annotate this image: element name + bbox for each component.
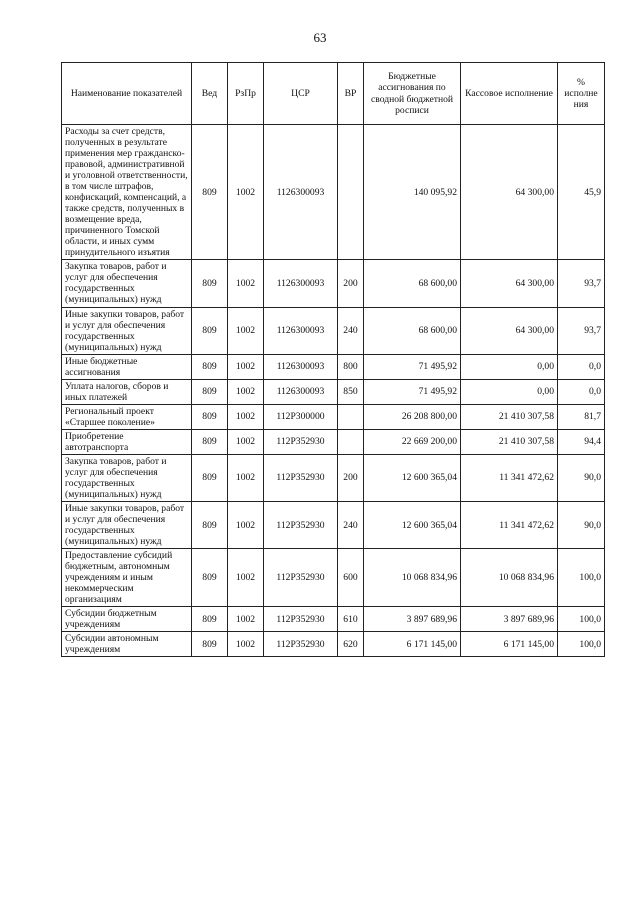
table-row	[62, 307, 605, 354]
row-rzpr: 1002	[228, 632, 264, 657]
table-row	[62, 549, 605, 607]
row-cash: 0,00	[461, 379, 558, 404]
row-percent: 100,0	[558, 632, 605, 657]
row-cash: 10 068 834,96	[461, 549, 558, 607]
header-cash: Кассовое исполнение	[461, 63, 558, 125]
header-ved: Вед	[192, 63, 228, 125]
row-name: Региональный проект «Старшее поколение»	[62, 404, 192, 429]
row-rzpr: 1002	[228, 379, 264, 404]
row-csr: 112P352930	[264, 502, 338, 549]
row-vr	[338, 404, 364, 429]
header-percent: % исполне ния	[558, 63, 605, 125]
row-name: Закупка товаров, работ и услуг для обеспечения государственных (муниципальных) нужд	[62, 454, 192, 501]
row-assigned: 3 897 689,96	[364, 607, 461, 632]
row-cash: 0,00	[461, 354, 558, 379]
row-rzpr: 1002	[228, 502, 264, 549]
row-percent: 93,7	[558, 260, 605, 307]
row-csr: 112P352930	[264, 632, 338, 657]
row-ved: 809	[192, 607, 228, 632]
row-ved: 809	[192, 354, 228, 379]
row-percent: 45,9	[558, 125, 605, 260]
row-csr: 1126300093	[264, 307, 338, 354]
row-ved: 809	[192, 260, 228, 307]
row-assigned: 12 600 365,04	[364, 454, 461, 501]
row-csr: 112P352930	[264, 454, 338, 501]
row-rzpr: 1002	[228, 429, 264, 454]
table-row	[62, 404, 605, 429]
row-assigned: 12 600 365,04	[364, 502, 461, 549]
row-vr: 200	[338, 454, 364, 501]
budget-execution-table	[61, 62, 605, 657]
row-vr: 240	[338, 307, 364, 354]
page-number: 63	[313, 30, 327, 45]
row-name: Предоставление субсидий бюджетным, автономным учреждениям и иным некоммерческим организациям	[62, 549, 192, 607]
row-percent: 93,7	[558, 307, 605, 354]
row-name: Расходы за счет средств, полученных в результате применения мер гражданско-правовой, административной и уголовной ответственности, в том числе штрафов, конфискаций, компенсаций, а также средств, полученных в возмещение вреда, причиненного Томской области, и иных сумм принудительного изъятия	[62, 125, 192, 260]
row-cash: 3 897 689,96	[461, 607, 558, 632]
row-percent: 100,0	[558, 607, 605, 632]
row-assigned: 68 600,00	[364, 260, 461, 307]
row-vr: 610	[338, 607, 364, 632]
row-assigned: 6 171 145,00	[364, 632, 461, 657]
row-cash: 11 341 472,62	[461, 502, 558, 549]
row-percent: 90,0	[558, 502, 605, 549]
row-rzpr: 1002	[228, 307, 264, 354]
row-ved: 809	[192, 502, 228, 549]
row-cash: 64 300,00	[461, 125, 558, 260]
table-row	[62, 632, 605, 657]
row-rzpr: 1002	[228, 454, 264, 501]
row-name: Субсидии бюджетным учреждениям	[62, 607, 192, 632]
row-percent: 0,0	[558, 354, 605, 379]
row-name: Иные бюджетные ассигнования	[62, 354, 192, 379]
row-ved: 809	[192, 632, 228, 657]
row-cash: 6 171 145,00	[461, 632, 558, 657]
row-name: Иные закупки товаров, работ и услуг для обеспечения государственных (муниципальных) нужд	[62, 502, 192, 549]
row-percent: 100,0	[558, 549, 605, 607]
row-ved: 809	[192, 307, 228, 354]
row-assigned: 68 600,00	[364, 307, 461, 354]
table-row	[62, 454, 605, 501]
row-percent: 81,7	[558, 404, 605, 429]
row-ved: 809	[192, 549, 228, 607]
row-percent: 90,0	[558, 454, 605, 501]
row-cash: 64 300,00	[461, 260, 558, 307]
row-vr	[338, 125, 364, 260]
row-vr: 200	[338, 260, 364, 307]
row-cash: 11 341 472,62	[461, 454, 558, 501]
row-assigned: 140 095,92	[364, 125, 461, 260]
table-row	[62, 607, 605, 632]
row-name: Уплата налогов, сборов и иных платежей	[62, 379, 192, 404]
row-cash: 64 300,00	[461, 307, 558, 354]
header-vr: ВР	[338, 63, 364, 125]
table-row	[62, 260, 605, 307]
row-ved: 809	[192, 429, 228, 454]
row-csr: 112P300000	[264, 404, 338, 429]
row-ved: 809	[192, 379, 228, 404]
row-rzpr: 1002	[228, 354, 264, 379]
header-assigned: Бюджетные ассигнования по сводной бюджетной росписи	[364, 63, 461, 125]
row-csr: 112P352930	[264, 549, 338, 607]
row-vr: 620	[338, 632, 364, 657]
row-csr: 112P352930	[264, 429, 338, 454]
row-csr: 112P352930	[264, 607, 338, 632]
row-csr: 1126300093	[264, 354, 338, 379]
row-ved: 809	[192, 125, 228, 260]
row-rzpr: 1002	[228, 125, 264, 260]
row-name: Приобретение автотранспорта	[62, 429, 192, 454]
table-row	[62, 354, 605, 379]
row-vr	[338, 429, 364, 454]
row-assigned: 71 495,92	[364, 379, 461, 404]
row-rzpr: 1002	[228, 549, 264, 607]
table-row	[62, 379, 605, 404]
row-assigned: 26 208 800,00	[364, 404, 461, 429]
row-csr: 1126300093	[264, 260, 338, 307]
header-name: Наименование показателей	[62, 63, 192, 125]
table-row	[62, 125, 605, 260]
row-vr: 800	[338, 354, 364, 379]
row-name: Закупка товаров, работ и услуг для обеспечения государственных (муниципальных) нужд	[62, 260, 192, 307]
row-vr: 240	[338, 502, 364, 549]
table-body	[62, 125, 605, 657]
row-rzpr: 1002	[228, 260, 264, 307]
row-ved: 809	[192, 454, 228, 501]
row-vr: 850	[338, 379, 364, 404]
row-cash: 21 410 307,58	[461, 429, 558, 454]
row-cash: 21 410 307,58	[461, 404, 558, 429]
row-percent: 0,0	[558, 379, 605, 404]
table-row	[62, 502, 605, 549]
row-name: Иные закупки товаров, работ и услуг для обеспечения государственных (муниципальных) нужд	[62, 307, 192, 354]
row-percent: 94,4	[558, 429, 605, 454]
header-csr: ЦСР	[264, 63, 338, 125]
row-vr: 600	[338, 549, 364, 607]
row-name: Субсидии автономным учреждениям	[62, 632, 192, 657]
row-assigned: 71 495,92	[364, 354, 461, 379]
row-rzpr: 1002	[228, 607, 264, 632]
header-rzpr: РзПр	[228, 63, 264, 125]
row-csr: 1126300093	[264, 125, 338, 260]
row-csr: 1126300093	[264, 379, 338, 404]
row-rzpr: 1002	[228, 404, 264, 429]
table-header-row	[62, 63, 605, 125]
table-row	[62, 429, 605, 454]
row-assigned: 22 669 200,00	[364, 429, 461, 454]
row-assigned: 10 068 834,96	[364, 549, 461, 607]
row-ved: 809	[192, 404, 228, 429]
